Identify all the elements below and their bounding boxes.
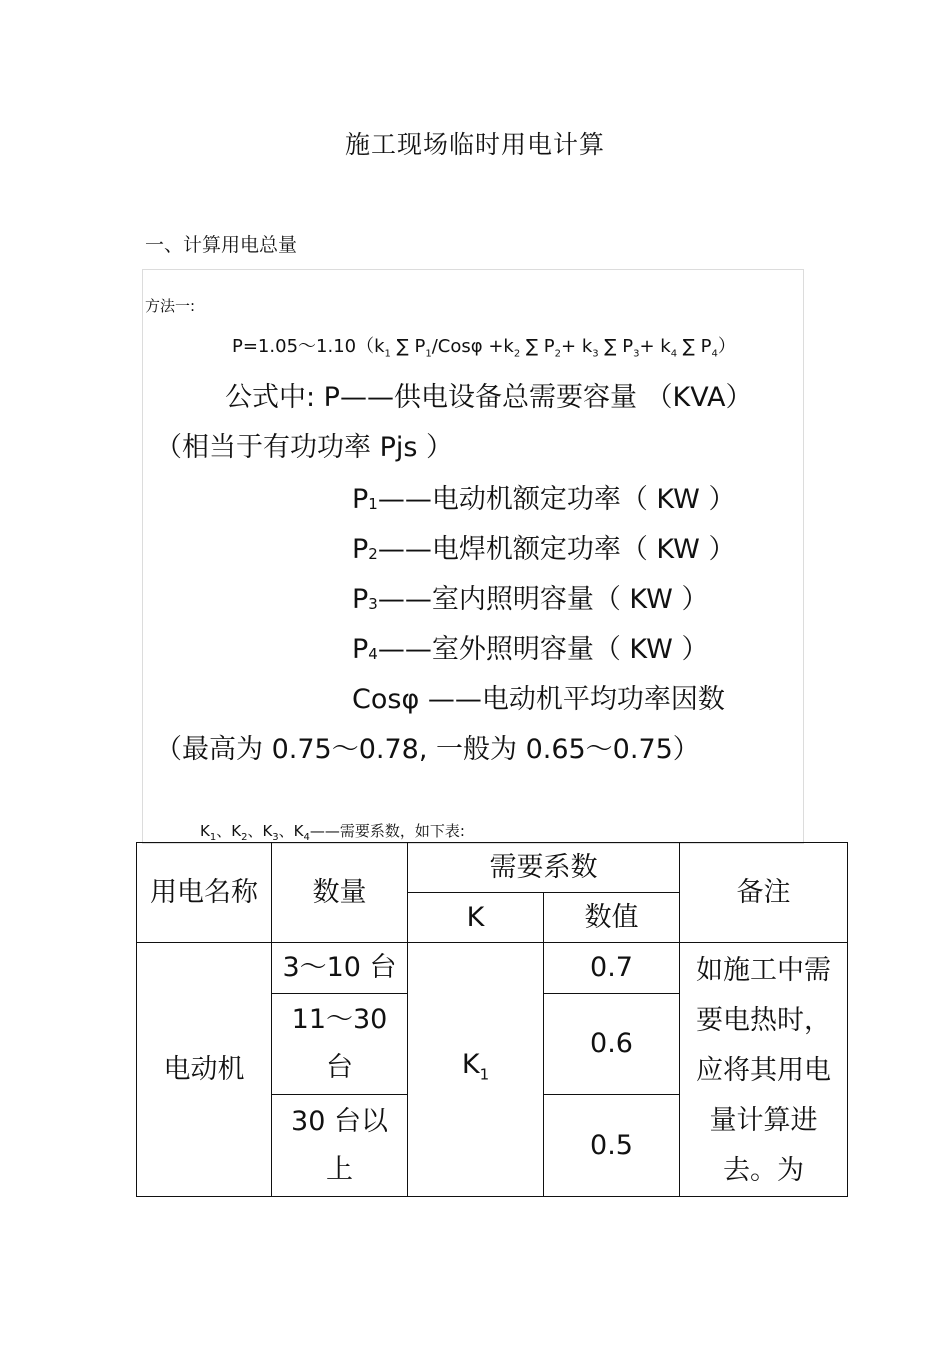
k-cell [408,943,544,1197]
symbol-p: P [352,484,369,515]
k-sub: 1 [479,1065,490,1084]
formula-sub: 3 [633,348,640,360]
formula-part: ∑ P [677,336,712,357]
symbol-sub: 3 [368,595,378,613]
page-title: 施工现场临时用电计算 [344,130,605,159]
formula-part: P=1.05～1.10（k [232,336,385,357]
header-value: 数值 [544,893,680,943]
definition-text: ——室内照明容量（ KW ） [377,584,709,615]
formula-part: /Cosφ +k [431,336,514,357]
definition-text: ——电动机额定功率（ KW ） [377,484,736,515]
symbol-p: P [352,584,369,615]
remark-cell: 如施工中需要电热时，应将其用电量计算进去。为 [680,943,848,1197]
formula-sub: 1 [384,348,391,360]
formula-part: + k [639,336,671,357]
load-formula [232,332,736,360]
formula-sub: 1 [425,348,432,360]
formula-part: ∑ P [598,336,634,357]
header-quantity: 数量 [272,843,408,943]
formula-part: ） [717,336,736,357]
k-sub: 3 [272,832,279,843]
definition-pjs-note: （相当于有功功率 Pjs ） [155,432,454,463]
formula-part: ∑ P [520,336,555,357]
header-name: 用电名称 [137,843,272,943]
formula-sub: 4 [711,348,718,360]
header-k: K [408,893,544,943]
formula-sub: 3 [592,348,599,360]
formula-sub: 2 [554,348,562,360]
k-note-suffix: ——需要系数，如下表: [309,822,465,840]
section-heading: 一、计算用电总量 [145,234,298,256]
formula-sub: 4 [670,348,678,360]
formula-part: + k [561,336,593,357]
k-sub: 2 [241,832,248,843]
quantity-cell: 3～10 台 [272,943,408,994]
symbol-sub: 1 [368,495,378,513]
k-sep: 、K [216,822,242,840]
definition-p4 [352,627,708,666]
definition-range: （最高为 0.75～0.78, 一般为 0.65～0.75） [155,734,700,765]
k-sep: 、K [278,822,304,840]
formula-part: ∑ P [390,336,426,357]
k-symbol: K [200,822,210,840]
method-label: 方法一: [145,297,196,315]
header-coefficient: 需要系数 [408,843,680,893]
value-cell: 0.7 [544,943,680,994]
k-sub: 1 [209,832,217,843]
k-coefficient-note [200,820,465,843]
group-cell: 电动机 [137,943,272,1197]
symbol-sub: 4 [368,645,378,663]
definition-p1 [352,477,735,516]
definition-p3 [352,577,708,616]
k-symbol: K [461,1048,480,1080]
definition-text: ——电焊机额定功率（ KW ） [377,534,736,565]
k-sub: 4 [303,832,310,843]
quantity-cell: 11～30 台 [272,993,408,1095]
definition-cos: Cosφ ——电动机平均功率因数 [352,684,725,715]
k-sep: 、K [247,822,273,840]
symbol-sub: 2 [368,545,378,563]
quantity-cell: 30 台以上 [272,1095,408,1197]
demand-coefficient-table [136,842,848,1197]
definition-p2 [352,527,735,566]
value-cell: 0.5 [544,1095,680,1197]
formula-sub: 2 [513,348,521,360]
symbol-p: P [352,634,369,665]
definition-text: ——室外照明容量（ KW ） [377,634,709,665]
symbol-p: P [352,534,369,565]
value-cell: 0.6 [544,993,680,1095]
header-remark: 备注 [680,843,848,943]
definition-p-total: 公式中: P——供电设备总需要容量 （KVA） [225,382,753,413]
